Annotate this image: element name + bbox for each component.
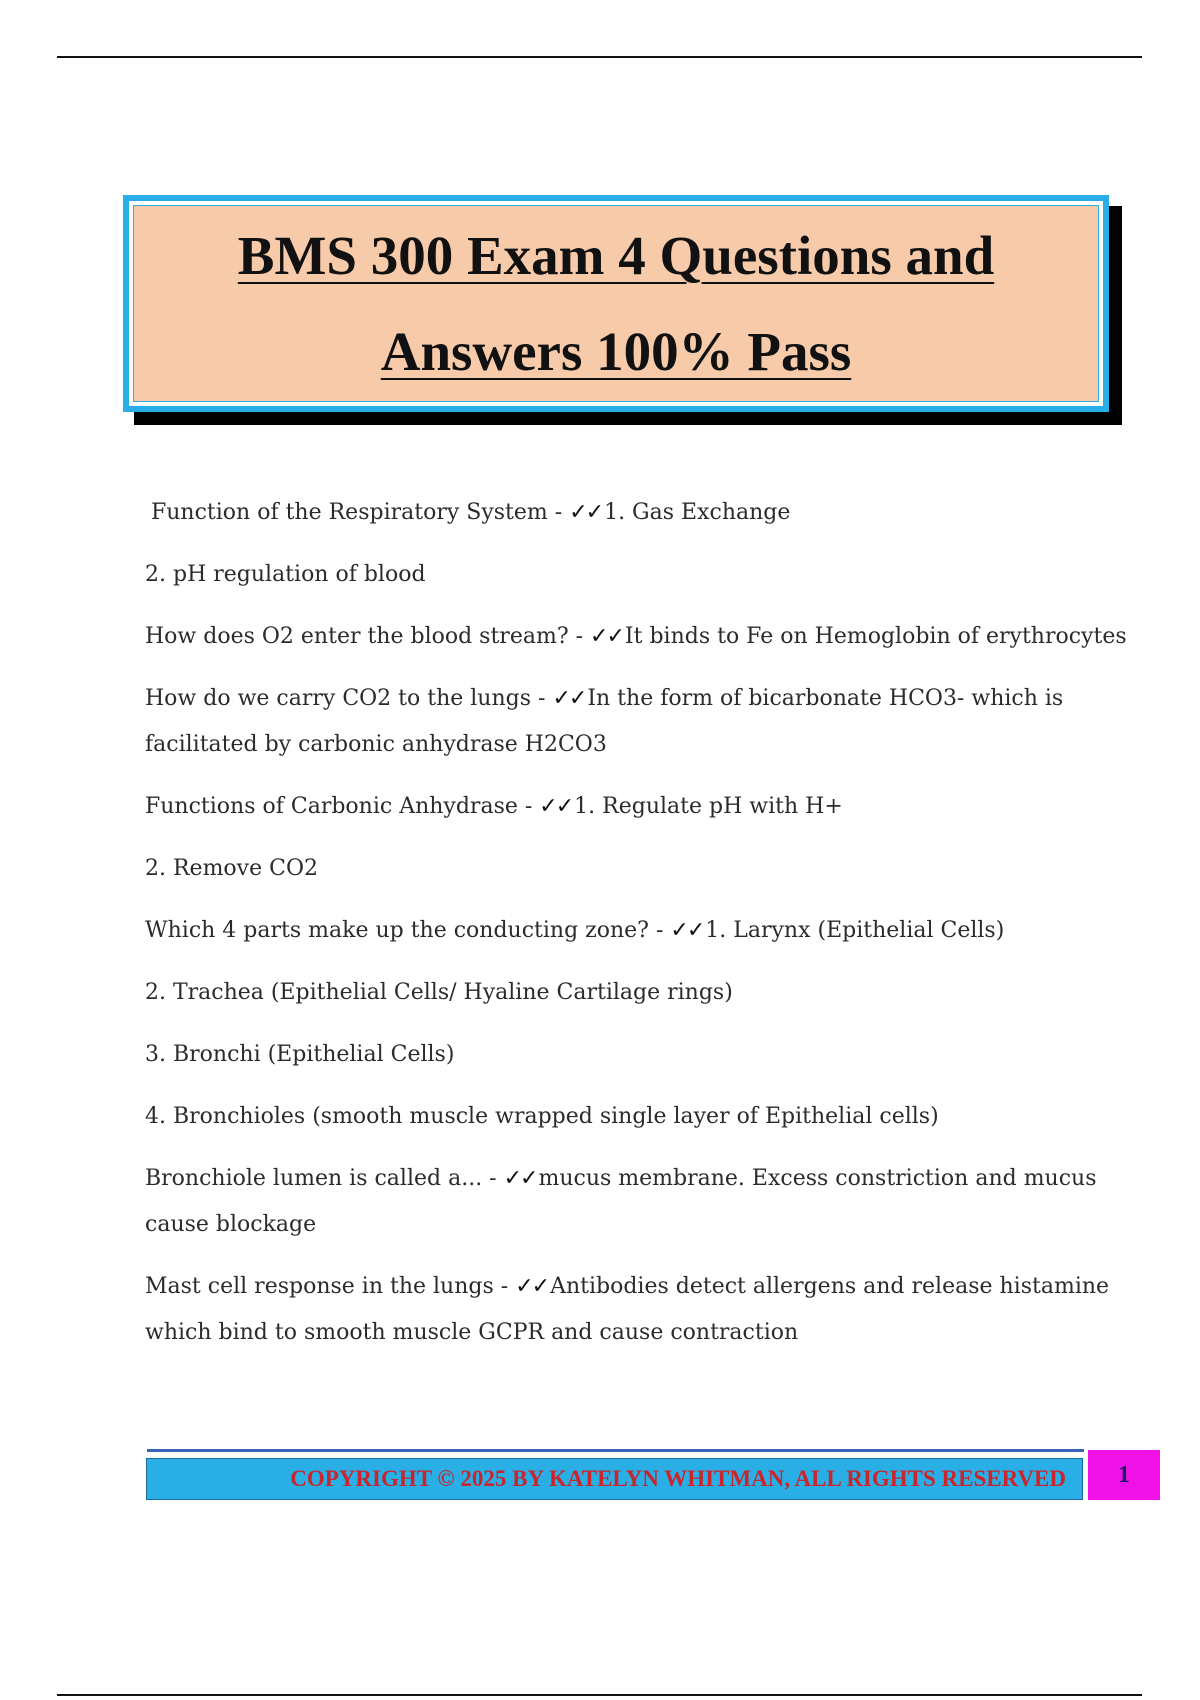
answer-continuation: which bind to smooth muscle GCPR and cause contraction — [145, 1320, 799, 1345]
question-text: Functions of Carbonic Anhydrase - — [145, 794, 540, 819]
answer-text: mucus membrane. Excess constriction and mucus — [538, 1166, 1097, 1191]
check-icon: ✓✓ — [503, 1166, 537, 1191]
copyright-text: COPYRIGHT © 2025 BY KATELYN WHITMAN, ALL RIGHTS RESERVED — [290, 1466, 1066, 1491]
question-line — [145, 614, 1127, 660]
check-icon: ✓✓ — [515, 1274, 549, 1299]
answer-continuation: 2. pH regulation of blood — [145, 562, 426, 587]
answer-text: 1. Larynx (Epithelial Cells) — [705, 918, 1005, 943]
answer-continuation: 3. Bronchi (Epithelial Cells) — [145, 1042, 455, 1067]
check-icon: ✓✓ — [539, 794, 573, 819]
page-number: 1 — [1118, 1461, 1130, 1488]
answer-text: Antibodies detect allergens and release histamine — [550, 1274, 1110, 1299]
top-rule — [57, 56, 1142, 58]
answer-continuation: 2. Trachea (Epithelial Cells/ Hyaline Cartilage rings) — [145, 980, 733, 1005]
title-line-2: Answers 100% Pass — [380, 320, 852, 382]
bottom-rule — [57, 1694, 1142, 1696]
answer-text: 1. Gas Exchange — [604, 500, 791, 525]
question-line — [145, 784, 1105, 830]
question-line — [145, 908, 1105, 954]
answer-text: In the form of bicarbonate HCO3- which is — [587, 686, 1064, 711]
question-line — [145, 1264, 1110, 1310]
check-icon: ✓✓ — [590, 624, 623, 649]
title-box — [123, 195, 1109, 412]
answer-continuation: 4. Bronchioles (smooth muscle wrapped single layer of Epithelial cells) — [145, 1104, 939, 1129]
page-number-box — [1088, 1450, 1160, 1500]
question-text: How does O2 enter the blood stream? - — [145, 624, 591, 649]
footer-bar — [146, 1458, 1083, 1500]
answer-continuation: cause blockage — [145, 1212, 317, 1237]
question-line — [145, 1156, 1105, 1202]
check-icon: ✓✓ — [569, 500, 603, 525]
check-icon: ✓✓ — [552, 686, 586, 711]
question-text: Mast cell response in the lungs - — [145, 1274, 516, 1299]
question-line — [145, 676, 1105, 722]
answer-continuation: facilitated by carbonic anhydrase H2CO3 — [145, 732, 607, 757]
answer-text: It binds to Fe on Hemoglobin of erythrocytes — [624, 624, 1127, 649]
title-line-1: BMS 300 Exam 4 Questions and — [237, 224, 995, 286]
answer-text: 1. Regulate pH with H+ — [574, 794, 843, 819]
question-text: How do we carry CO2 to the lungs - — [145, 686, 553, 711]
question-line — [145, 490, 1105, 536]
question-text: Function of the Respiratory System - — [151, 500, 570, 525]
check-icon: ✓✓ — [670, 918, 704, 943]
footer-rule — [147, 1449, 1084, 1452]
answer-continuation: 2. Remove CO2 — [145, 856, 318, 881]
question-text: Which 4 parts make up the conducting zone? - — [145, 918, 671, 943]
question-text: Bronchiole lumen is called a... - — [145, 1166, 504, 1191]
qa-list — [145, 490, 1127, 1356]
